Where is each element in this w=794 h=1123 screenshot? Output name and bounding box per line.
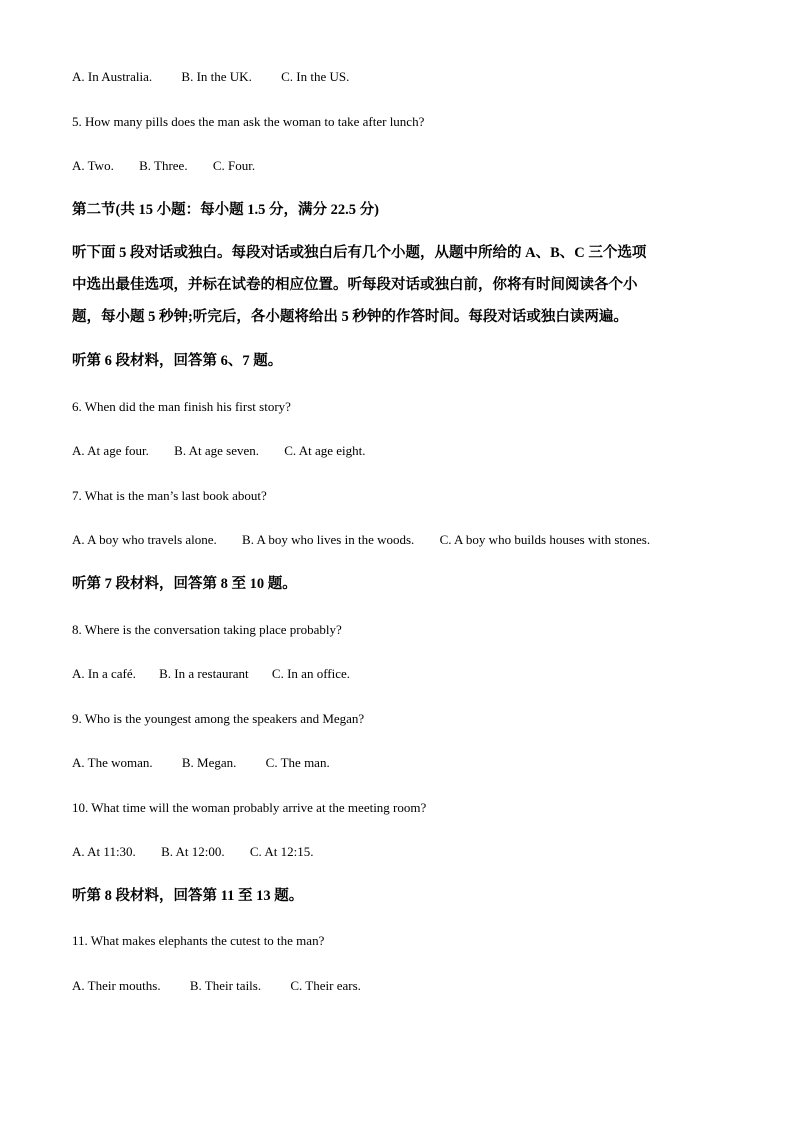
section-title: 第二节(共 15 小题：每小题 1.5 分，满分 22.5 分) [72,202,379,218]
q8-option-a: A. In a café. [72,666,136,681]
q6-option-a: A. At age four. [72,443,149,458]
q5-option-c: C. Four. [212,158,256,173]
q5-options [72,159,754,172]
instruction-line-1: 听下面 5 段对话或独白。每段对话或独白后有几个小题，从题中所给的 A、B、C 三个选项 [72,245,647,261]
q11-option-b: B. Their tails. [189,978,262,993]
q6-question: 6. When did the man finish his first story? [72,399,291,414]
q7-option-a: A. A boy who travels alone. [72,532,217,547]
q6-option-b: B. At age seven. [174,443,259,458]
q9-option-c: C. The man. [265,755,330,770]
q7-question: 7. What is the man’s last book about? [72,488,267,503]
q10-question: 10. What time will the woman probably arrive at the meeting room? [72,800,427,815]
q5-option-b: B. Three. [139,158,188,173]
q9-option-b: B. Megan. [181,755,237,770]
instruction-line-2: 中选出最佳选项，并标在试卷的相应位置。听每段对话或独白前，你将有时间阅读各个小 [72,277,638,293]
q8-option-c: C. In an office. [271,666,351,681]
q11-question: 11. What makes elephants the cutest to the man? [72,933,325,948]
part6-heading: 听第 6 段材料，回答第 6、7 题。 [72,353,283,369]
q4-options [72,70,754,83]
q8-options [72,667,754,680]
part7-heading: 听第 7 段材料，回答第 8 至 10 题。 [72,576,297,592]
q10-option-a: A. At 11:30. [72,844,136,859]
q10-option-b: B. At 12:00. [161,844,225,859]
q7-option-b: B. A boy who lives in the woods. [242,532,415,547]
q5-question: 5. How many pills does the man ask the woman to take after lunch? [72,114,425,129]
q10-option-c: C. At 12:15. [249,844,314,859]
q9-question: 9. Who is the youngest among the speakers and Megan? [72,711,365,726]
q7-option-c: C. A boy who builds houses with stones. [439,532,651,547]
q11-options [72,979,754,992]
q11-option-c: C. Their ears. [290,978,361,993]
q9-option-a: A. The woman. [72,755,153,770]
q8-option-b: B. In a restaurant [159,666,249,681]
q9-options [72,756,754,769]
q7-options [72,533,754,546]
q4-option-b: B. In the UK. [181,69,252,84]
q5-option-a: A. Two. [72,158,114,173]
instruction-line-3: 题，每小题 5 秒钟;听完后，各小题将给出 5 秒钟的作答时间。每段对话或独白读两遍。 [72,309,628,325]
q6-option-c: C. At age eight. [284,443,366,458]
q4-option-a: A. In Australia. [72,69,153,84]
q6-options [72,444,754,457]
q10-options [72,845,754,858]
q4-option-c: C. In the US. [281,69,350,84]
q8-question: 8. Where is the conversation taking place probably? [72,622,342,637]
part8-heading: 听第 8 段材料，回答第 11 至 13 题。 [72,888,304,904]
q11-option-a: A. Their mouths. [72,978,161,993]
